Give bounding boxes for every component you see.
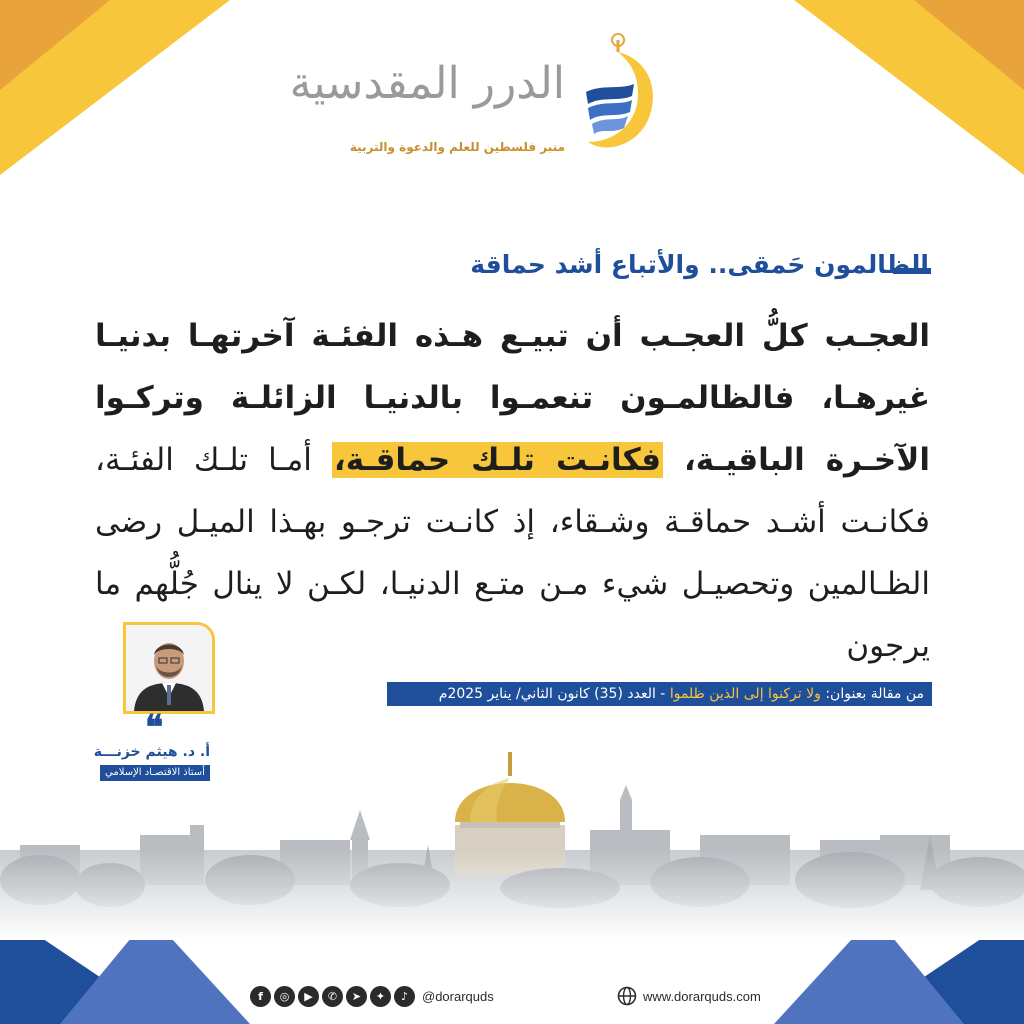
twitter-icon[interactable]: ✦ <box>370 986 391 1007</box>
instagram-icon[interactable]: ◎ <box>274 986 295 1007</box>
social-handle[interactable]: @dorarquds <box>422 988 494 1004</box>
globe-icon <box>617 986 637 1006</box>
body-part-2: أمـا تلـك الفئـة، فكانـت أشـد حماقـة وشـقاء، إذ كانـت ترجـو بهـذا الميـل رضى الظـالمين وتحصيـل شيء مـن متـع الدنيـا، لكـن لا ينال جُلُّهم ما يرجون <box>95 442 930 664</box>
logo-emblem-icon <box>576 30 660 160</box>
facebook-icon[interactable]: f <box>250 986 271 1007</box>
social-links <box>250 984 494 1008</box>
jerusalem-skyline <box>0 740 1024 940</box>
youtube-icon[interactable]: ▶ <box>298 986 319 1007</box>
quote-icon: ❝ <box>145 708 164 748</box>
whatsapp-icon[interactable]: ✆ <box>322 986 343 1007</box>
source-prefix: من مقالة بعنوان: <box>820 686 924 702</box>
source-suffix: - العدد (35) كانون الثاني/ يناير 2025م <box>438 686 670 702</box>
source-article-title: ولا تركنوا إلى الذين ظلموا <box>669 686 821 702</box>
article-headline: الظالمون حَمقى.. والأتباع أشد حماقة <box>470 250 929 279</box>
highlighted-phrase: فكانـت تلـك حماقـة، <box>333 442 661 478</box>
telegram-icon[interactable]: ➤ <box>346 986 367 1007</box>
body-part-1: العجـب كلُّ العجـب أن تبيـع هـذه الفئـة آخرتهـا بدنيـا غيرهـا، فالظالمـون تنعمـوا بالدنيـا الزائلـة وتركـوا الآخـرة الباقيـة، <box>95 318 930 478</box>
brand-logo <box>289 30 660 170</box>
article-body <box>95 305 930 677</box>
logo-title: الدرر المقدسية <box>289 58 565 109</box>
author-avatar-icon <box>126 625 212 711</box>
author-title: أستاذ الاقتصـاد الإسلامي <box>100 765 210 781</box>
website-link[interactable] <box>617 984 761 1008</box>
tiktok-icon[interactable]: ♪ <box>394 986 415 1007</box>
author-name: أ. د. هيثم خزنـــة <box>93 744 210 760</box>
author-photo <box>123 622 215 714</box>
logo-tagline: منبر فلسطين للعلم والدعوة والتربية <box>349 140 565 154</box>
source-bar <box>387 682 932 706</box>
website-url[interactable]: www.dorarquds.com <box>643 988 761 1004</box>
